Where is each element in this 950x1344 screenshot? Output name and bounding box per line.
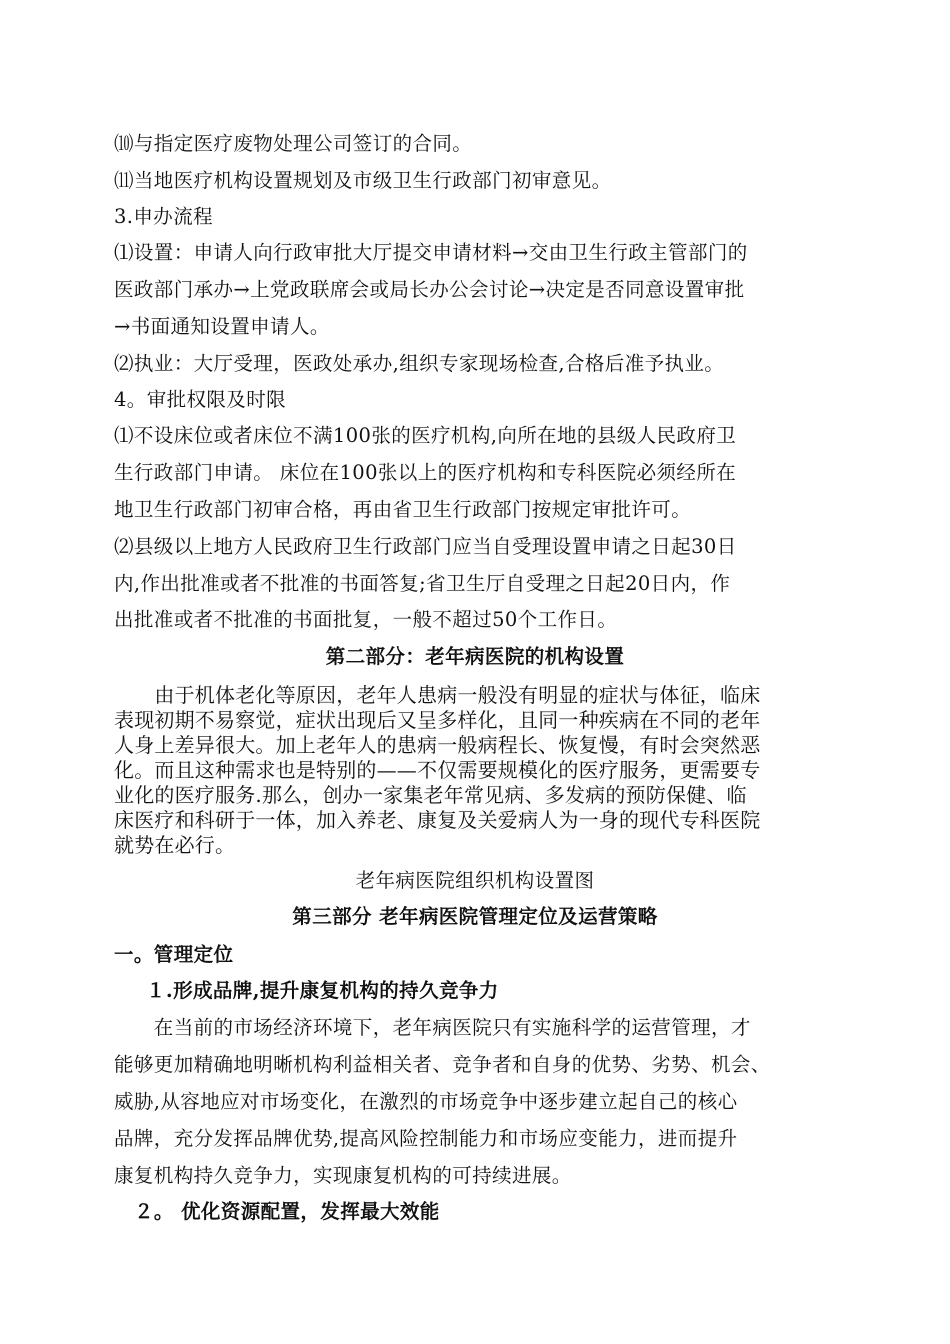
subsection2-heading: ２。 优化资源配置，发挥最大效能: [134, 1200, 440, 1223]
part2-paragraph-line: 人身上差异很大。加上老年人的患病一般病程长、恢复慢，有时会突然恶: [114, 733, 761, 757]
part3-heading: 第三部分 老年病医院管理定位及运营策略: [292, 905, 658, 928]
text-line: 出批准或者不批准的书面批复，一般不超过50个工作日。: [114, 608, 618, 631]
text-line: →书面通知设置申请人。: [114, 315, 330, 338]
part2-heading: 第二部分：老年病医院的机构设置: [325, 645, 625, 668]
part3-paragraph-line: 品牌，充分发挥品牌优势,提高风险控制能力和市场应变能力，进而提升: [114, 1127, 738, 1150]
subsection1-heading: １.形成品牌,提升康复机构的持久竞争力: [146, 979, 499, 1002]
part3-paragraph-line: 威胁,从容地应对市场变化，在激烈的市场竞争中逐步建立起自己的核心: [114, 1090, 738, 1113]
part2-paragraph-line: 床医疗和科研于一体，加入养老、康复及关爱病人为一身的现代专科医院: [114, 808, 761, 832]
part2-paragraph-line: 表现初期不易察觉，症状出现后又呈多样化，且同一种疾病在不同的老年: [114, 708, 761, 732]
text-line: 生行政部门申请。 床位在100张以上的医疗机构和专科医院必须经所在: [114, 461, 737, 484]
text-line: ⑵县级以上地方人民政府卫生行政部门应当自受理设置申请之日起30日: [114, 535, 737, 558]
section-heading-4: 4。审批权限及时限: [114, 388, 287, 411]
section-heading-3: 3.申办流程: [114, 205, 214, 228]
text-line: ⑽与指定医疗废物处理公司签订的合同。: [114, 132, 473, 155]
text-line: ⑴不设床位或者床位不满100张的医疗机构,向所在地的县级人民政府卫: [114, 424, 737, 447]
text-line: ⑴设置：申请人向行政审批大厅提交申请材料→交由卫生行政主管部门的: [114, 241, 748, 264]
part2-paragraph-line: 化。而且这种需求也是特别的——不仅需要规模化的医疗服务，更需要专: [114, 758, 761, 782]
text-line: 医政部门承办→上党政联席会或局长办公会讨论→决定是否同意设置审批: [114, 278, 745, 301]
part3-paragraph-line: 康复机构持久竞争力，实现康复机构的可持续进展。: [114, 1164, 572, 1187]
part2-paragraph-line: 业化的医疗服务.那么，创办一家集老年常见病、多发病的预防保健、临: [114, 783, 747, 807]
chart-caption: 老年病医院组织机构设置图: [355, 869, 595, 892]
part2-paragraph-line: 由于机体老化等原因，老年人患病一般没有明显的症状与体征，临床: [114, 683, 761, 707]
text-line: ⑵执业：大厅受理，医政处承办,组织专家现场检查,合格后准予执业。: [114, 352, 725, 375]
part2-paragraph-line: 就势在必行。: [114, 833, 236, 857]
part3-paragraph-line: 在当前的市场经济环境下，老年病医院只有实施科学的运营管理，才: [114, 1016, 751, 1039]
text-line: 地卫生行政部门初审合格，再由省卫生行政部门按规定审批许可。: [114, 498, 692, 521]
section1-heading: 一。管理定位: [114, 943, 234, 966]
text-line: 内,作出批准或者不批准的书面答复;省卫生厅自受理之日起20日内，作: [114, 572, 731, 595]
text-line: ⑾当地医疗机构设置规划及市级卫生行政部门初审意见。: [114, 169, 612, 192]
part3-paragraph-line: 能够更加精确地明晰机构利益相关者、竞争者和自身的优势、劣势、机会、: [114, 1053, 771, 1076]
